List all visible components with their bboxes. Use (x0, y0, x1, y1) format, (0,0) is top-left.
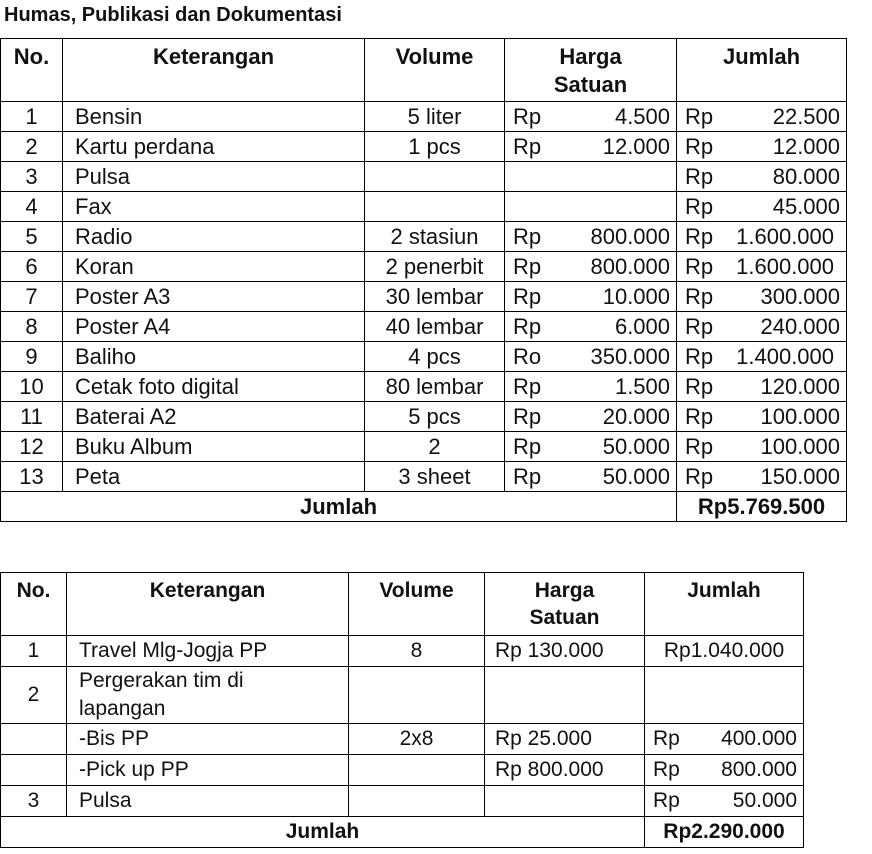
table-row (1, 402, 847, 432)
row-number: 4 (1, 192, 63, 222)
row-keterangan: Poster A3 (63, 282, 365, 312)
total-label: Jumlah (1, 817, 645, 848)
row-keterangan: Bensin (63, 102, 365, 132)
row-harga-currency: Rp (505, 372, 551, 402)
row-harga-amount: 10.000 (551, 282, 677, 312)
row-keterangan: Pulsa (67, 786, 349, 817)
row-keterangan: -Bis PP (67, 724, 349, 755)
header-volume: Volume (365, 39, 505, 102)
row-number: 1 (1, 636, 67, 667)
row-jumlah-currency: Rp (645, 755, 693, 786)
row-number (1, 724, 67, 755)
row-keterangan: Baliho (63, 342, 365, 372)
row-volume (365, 162, 505, 192)
section-title: Humas, Publikasi dan Dokumentasi (4, 4, 342, 26)
row-jumlah-amount: 1.600.000 (717, 252, 847, 282)
table-row (1, 342, 847, 372)
table-row (1, 755, 804, 786)
row-keterangan: Cetak foto digital (63, 372, 365, 402)
row-volume: 5 pcs (365, 402, 505, 432)
row-jumlah-amount (645, 667, 804, 724)
table-row (1, 222, 847, 252)
row-number: 11 (1, 402, 63, 432)
row-harga-currency (505, 162, 551, 192)
row-number: 6 (1, 252, 63, 282)
row-volume: 1 pcs (365, 132, 505, 162)
row-harga (485, 667, 645, 724)
table-row (1, 667, 804, 724)
row-harga: Rp 25.000 (485, 724, 645, 755)
row-volume: 5 liter (365, 102, 505, 132)
row-volume (349, 755, 485, 786)
row-jumlah-amount: 1.600.000 (717, 222, 847, 252)
row-harga-currency: Rp (505, 222, 551, 252)
row-volume: 30 lembar (365, 282, 505, 312)
row-keterangan: Peta (63, 462, 365, 492)
header-harga-satuan: Harga Satuan (485, 573, 645, 636)
row-keterangan: Fax (63, 192, 365, 222)
row-volume (365, 192, 505, 222)
table-row (1, 102, 847, 132)
row-keterangan: Travel Mlg-Jogja PP (67, 636, 349, 667)
table-row (1, 312, 847, 342)
table-row (1, 636, 804, 667)
row-keterangan: Poster A4 (63, 312, 365, 342)
row-jumlah-amount: 80.000 (717, 162, 847, 192)
table-header-row (1, 573, 804, 636)
table-row (1, 786, 804, 817)
row-jumlah-currency: Rp (677, 342, 717, 372)
row-jumlah-amount: 100.000 (717, 402, 847, 432)
row-harga-amount: 800.000 (551, 252, 677, 282)
table-row (1, 162, 847, 192)
row-harga-amount: 50.000 (551, 432, 677, 462)
row-harga: Rp 800.000 (485, 755, 645, 786)
row-harga-currency: Rp (505, 102, 551, 132)
row-number: 10 (1, 372, 63, 402)
row-jumlah-currency: Rp (677, 372, 717, 402)
row-number: 9 (1, 342, 63, 372)
row-jumlah-currency: Rp (677, 282, 717, 312)
row-number: 2 (1, 132, 63, 162)
row-volume: 8 (349, 636, 485, 667)
row-number: 8 (1, 312, 63, 342)
header-jumlah: Jumlah (677, 39, 847, 102)
row-jumlah-currency: Rp (677, 222, 717, 252)
row-number: 3 (1, 786, 67, 817)
row-keterangan: Kartu perdana (63, 132, 365, 162)
row-harga-amount: 50.000 (551, 462, 677, 492)
row-volume (349, 786, 485, 817)
row-number: 12 (1, 432, 63, 462)
row-harga-amount: 6.000 (551, 312, 677, 342)
row-jumlah-amount: 22.500 (717, 102, 847, 132)
row-jumlah-amount: 150.000 (717, 462, 847, 492)
table-row (1, 282, 847, 312)
row-volume (349, 667, 485, 724)
row-harga-currency: Rp (505, 282, 551, 312)
row-jumlah-currency: Rp (677, 102, 717, 132)
row-volume: 2 (365, 432, 505, 462)
table-row (1, 132, 847, 162)
header-no: No. (1, 573, 67, 636)
total-row (1, 817, 804, 848)
row-harga-amount: 12.000 (551, 132, 677, 162)
row-jumlah-amount: Rp1.040.000 (645, 636, 804, 667)
header-harga-satuan: Harga Satuan (505, 39, 677, 102)
row-harga-currency: Rp (505, 402, 551, 432)
total-row (1, 492, 847, 522)
row-jumlah-currency: Rp (645, 724, 693, 755)
row-number: 5 (1, 222, 63, 252)
total-value: Rp5.769.500 (677, 492, 847, 522)
row-volume: 40 lembar (365, 312, 505, 342)
row-harga-amount: 20.000 (551, 402, 677, 432)
row-volume: 4 pcs (365, 342, 505, 372)
row-jumlah-currency: Rp (677, 402, 717, 432)
header-keterangan: Keterangan (63, 39, 365, 102)
row-jumlah-amount: 120.000 (717, 372, 847, 402)
row-jumlah-currency: Rp (645, 786, 693, 817)
row-jumlah-amount: 100.000 (717, 432, 847, 462)
row-jumlah-amount: 1.400.000 (717, 342, 847, 372)
header-jumlah: Jumlah (645, 573, 804, 636)
row-harga-currency: Rp (505, 252, 551, 282)
row-harga-currency: Rp (505, 432, 551, 462)
row-number: 7 (1, 282, 63, 312)
table-header-row (1, 39, 847, 102)
row-harga-amount (551, 192, 677, 222)
header-no: No. (1, 39, 63, 102)
row-jumlah-currency: Rp (677, 462, 717, 492)
table-row (1, 462, 847, 492)
row-keterangan: Pergerakan tim di lapangan (67, 667, 349, 724)
row-harga-currency: Rp (505, 312, 551, 342)
total-label: Jumlah (1, 492, 677, 522)
row-number: 1 (1, 102, 63, 132)
budget-table-1 (0, 38, 847, 522)
table-row (1, 724, 804, 755)
row-number (1, 755, 67, 786)
row-keterangan: Baterai A2 (63, 402, 365, 432)
row-jumlah-amount: 12.000 (717, 132, 847, 162)
row-keterangan: Buku Album (63, 432, 365, 462)
row-harga: Rp 130.000 (485, 636, 645, 667)
row-harga-currency: Ro (505, 342, 551, 372)
budget-table-2 (0, 572, 804, 848)
row-harga-amount: 350.000 (551, 342, 677, 372)
row-harga (485, 786, 645, 817)
row-jumlah-currency: Rp (677, 192, 717, 222)
row-jumlah-amount: 240.000 (717, 312, 847, 342)
table-row (1, 192, 847, 222)
table-row (1, 372, 847, 402)
row-jumlah-amount: 300.000 (717, 282, 847, 312)
row-volume: 80 lembar (365, 372, 505, 402)
row-jumlah-amount: 45.000 (717, 192, 847, 222)
row-jumlah-currency: Rp (677, 312, 717, 342)
row-harga-amount: 4.500 (551, 102, 677, 132)
total-value: Rp2.290.000 (645, 817, 804, 848)
row-jumlah-amount: 50.000 (693, 786, 804, 817)
row-harga-amount: 1.500 (551, 372, 677, 402)
table-row (1, 252, 847, 282)
row-keterangan: Pulsa (63, 162, 365, 192)
row-volume: 3 sheet (365, 462, 505, 492)
row-jumlah-currency: Rp (677, 162, 717, 192)
header-volume: Volume (349, 573, 485, 636)
row-harga-amount (551, 162, 677, 192)
row-number: 2 (1, 667, 67, 724)
row-volume: 2 penerbit (365, 252, 505, 282)
row-jumlah-currency: Rp (677, 252, 717, 282)
row-number: 13 (1, 462, 63, 492)
row-jumlah-amount: 800.000 (693, 755, 804, 786)
row-volume: 2 stasiun (365, 222, 505, 252)
row-jumlah-currency: Rp (677, 432, 717, 462)
row-harga-currency (505, 192, 551, 222)
row-keterangan: Koran (63, 252, 365, 282)
row-harga-currency: Rp (505, 462, 551, 492)
row-keterangan: -Pick up PP (67, 755, 349, 786)
table-row (1, 432, 847, 462)
row-harga-currency: Rp (505, 132, 551, 162)
row-keterangan: Radio (63, 222, 365, 252)
row-jumlah-currency: Rp (677, 132, 717, 162)
row-jumlah-amount: 400.000 (693, 724, 804, 755)
row-harga-amount: 800.000 (551, 222, 677, 252)
row-number: 3 (1, 162, 63, 192)
row-volume: 2x8 (349, 724, 485, 755)
header-keterangan: Keterangan (67, 573, 349, 636)
